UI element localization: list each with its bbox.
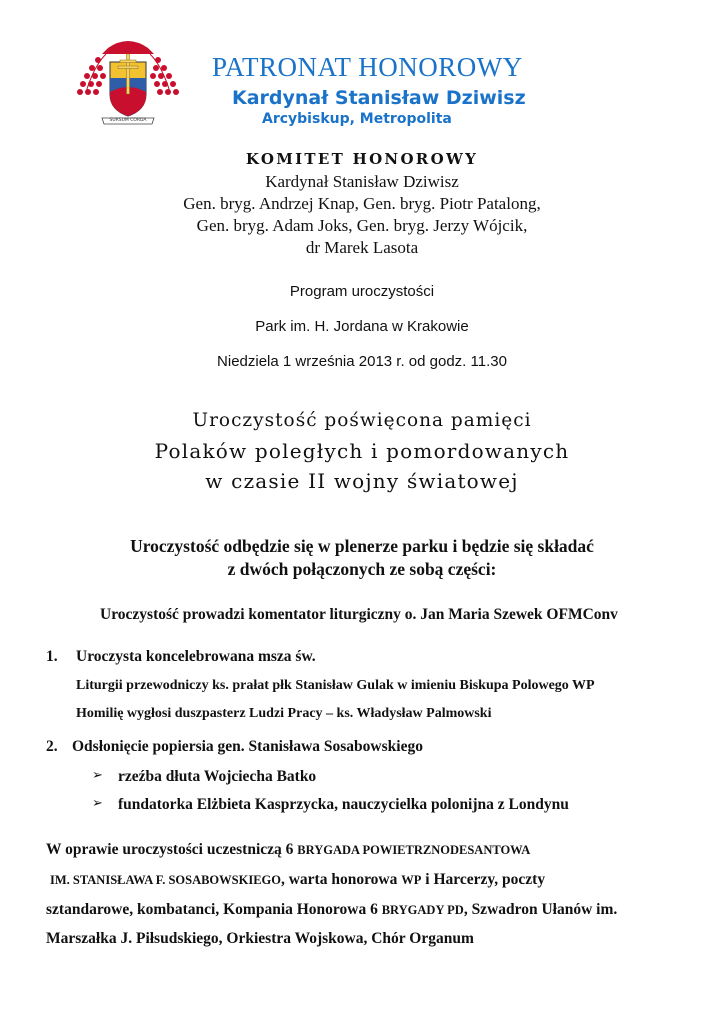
program-date: Niedziela 1 września 2013 r. od godz. 11.30 (217, 353, 507, 370)
closing-text: , Szwadron Ułanów im. (463, 901, 618, 918)
crest-motto: SURSUM CORDA (109, 118, 147, 123)
intro-line-1: Uroczystość odbędzie się w plenerze parku i będzie się składać (130, 536, 594, 556)
committee-member-line: Kardynał Stanisław Dziwisz (265, 172, 459, 191)
closing-text: sztandarowe, kombatanci, Kompania Honorowa 6 (46, 901, 382, 918)
coat-of-arms (74, 36, 182, 126)
ceremony-line-3: w czasie II wojny światowej (205, 469, 519, 493)
closing-line-4: Marszałka J. Piłsudskiego, Orkiestra Wojskowa, Chór Organum (46, 930, 474, 947)
committee-member-line: Gen. bryg. Adam Joks, Gen. bryg. Jerzy Wójcik, (196, 216, 528, 235)
part-1-title: Uroczysta koncelebrowana msza św. (76, 648, 316, 665)
ceremony-line-2: Polaków poległych i pomordowanych (154, 439, 570, 463)
part-2-bullet-1: rzeźba dłuta Wojciecha Batko (118, 768, 317, 785)
bullet-arrow-icon: ➢ (92, 796, 103, 811)
patron-name: Kardynał Stanisław Dziwisz (232, 87, 526, 109)
closing-line-2 (50, 871, 545, 889)
part-2-number: 2. (46, 738, 58, 755)
coat-of-arms-icon (74, 36, 182, 126)
part-1-detail-2: Homilię wygłosi duszpasterz Ludzi Pracy – ks. Władysław Palmowski (76, 706, 492, 721)
closing-text: i Harcerzy, poczty (421, 871, 546, 888)
part-1-number: 1. (46, 648, 58, 665)
committee-member-line: Gen. bryg. Andrzej Knap, Gen. bryg. Piotr Patalong, (183, 194, 541, 213)
closing-wp: WP (401, 873, 422, 887)
closing-text: W oprawie uroczystości uczestniczą 6 (46, 841, 298, 858)
closing-text: , warta honorowa (280, 871, 402, 888)
closing-brigade: BRYGADY PD (381, 903, 464, 917)
bullet-arrow-icon: ➢ (92, 768, 103, 783)
part-1-detail-1: Liturgii przewodniczy ks. prałat płk Stanisław Gulak w imieniu Biskupa Polowego WP (76, 678, 595, 693)
patron-role: Arcybiskup, Metropolita (262, 111, 452, 127)
program-place: Park im. H. Jordana w Krakowie (255, 318, 469, 335)
part-2-title: Odsłonięcie popiersia gen. Stanisława Sosabowskiego (72, 738, 423, 755)
closing-line-3 (46, 901, 617, 919)
commentator-line: Uroczystość prowadzi komentator liturgiczny o. Jan Maria Szewek OFMConv (100, 606, 618, 623)
intro-line-2: z dwóch połączonych ze sobą części: (227, 559, 497, 579)
closing-unit-patron: IM. STANISŁAWA F. SOSABOWSKIEGO (50, 873, 281, 887)
closing-unit-name: BRYGADA POWIETRZNODESANTOWA (297, 843, 531, 857)
program-label: Program uroczystości (289, 283, 435, 300)
committee-member-line: dr Marek Lasota (305, 238, 419, 257)
patronat-title: PATRONAT HONOROWY (212, 52, 523, 82)
ceremony-line-1: Uroczystość poświęcona pamięci (192, 410, 532, 431)
part-2-bullet-2: fundatorka Elżbieta Kasprzycka, nauczycielka polonijna z Londynu (118, 796, 569, 813)
committee-heading: KOMITET HONOROWY (245, 150, 479, 168)
closing-line-1 (46, 841, 530, 859)
